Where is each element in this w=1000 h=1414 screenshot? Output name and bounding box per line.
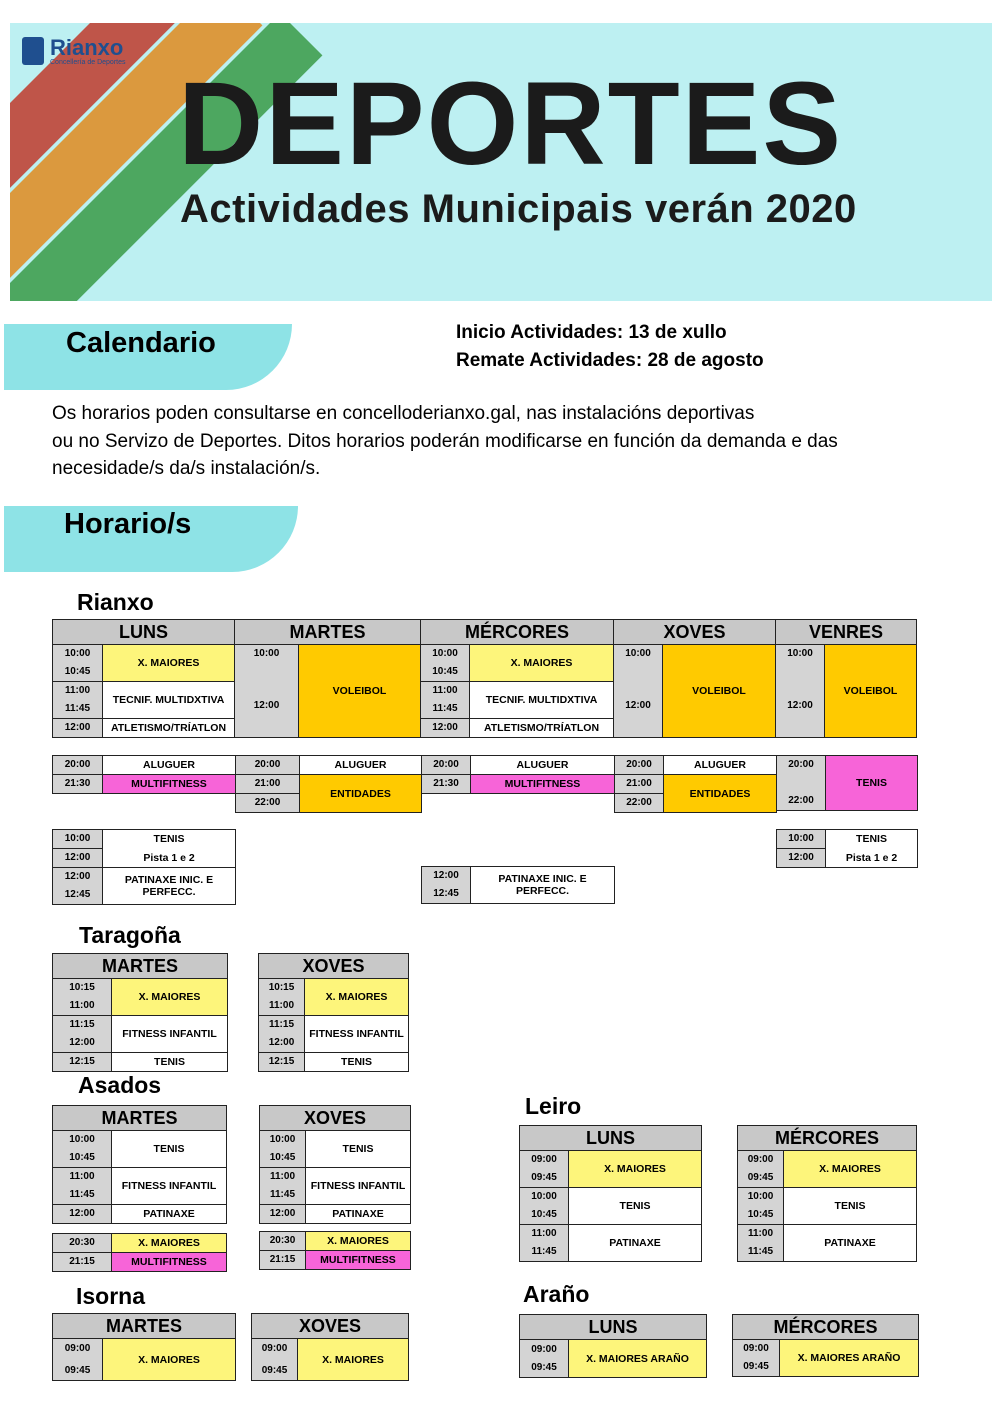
time-cell: 12:00 <box>53 849 103 868</box>
rianxo-mercores-extra <box>421 866 615 904</box>
time-cell: 10:00 10:45 <box>53 645 103 682</box>
time-cell: 21:15 <box>260 1251 306 1270</box>
time-cell: 12:00 <box>260 1205 306 1224</box>
time-cell: 11:15 12:00 <box>53 1016 112 1053</box>
time-cell: 10:15 11:00 <box>53 979 112 1016</box>
activity-cell: ALUGUER <box>471 756 615 775</box>
activity-cell: PATINAXE <box>569 1225 702 1262</box>
activity-cell: ATLETISMO/TRÍATLON <box>103 719 235 738</box>
place-arano: Araño <box>523 1281 590 1307</box>
activity-cell: TECNIF. MULTIDXTIVA <box>103 682 235 719</box>
activity-cell: FITNESS INFANTIL <box>112 1168 227 1205</box>
activity-cell: ALUGUER <box>664 756 777 775</box>
activity-cell: TECNIF. MULTIDXTIVA <box>470 682 614 719</box>
activity-cell: TENIS <box>306 1131 411 1168</box>
activity-cell: X. MAIORES <box>569 1151 702 1188</box>
time-cell: 21:15 <box>53 1253 112 1272</box>
activity-cell: ATLETISMO/TRÍATLON <box>470 719 614 738</box>
time-cell: 22:00 <box>236 794 300 813</box>
activity-cell: TENIS <box>112 1131 227 1168</box>
time-cell: 22:00 <box>615 794 664 813</box>
activity-cell: TENIS <box>103 830 236 849</box>
time-cell: 11:00 11:45 <box>53 1168 112 1205</box>
day-header: XOVES <box>252 1314 409 1339</box>
asados-xoves-evening <box>259 1231 411 1270</box>
activity-cell: PATINAXE INIC. E PERFECC. <box>471 867 615 904</box>
activity-cell: X. MAIORES <box>470 645 614 682</box>
time-cell: 21:00 <box>236 775 300 794</box>
activity-cell: X. MAIORES <box>112 979 228 1016</box>
day-header: MÉRCORES <box>733 1315 919 1340</box>
activity-cell: X. MAIORES <box>784 1151 917 1188</box>
time-cell: 11:00 11:45 <box>260 1168 306 1205</box>
time-cell: 10:15 11:00 <box>259 979 305 1016</box>
activity-cell: X. MAIORES <box>112 1234 227 1253</box>
end-label: Remate Actividades: <box>456 350 643 371</box>
activity-cell: Pista 1 e 2 <box>826 849 918 868</box>
place-rianxo: Rianxo <box>77 589 154 615</box>
day-header: MÉRCORES <box>738 1126 917 1151</box>
calendar-heading: Calendario <box>66 327 216 359</box>
activity-cell: X. MAIORES <box>298 1339 409 1381</box>
time-cell: 20:00 <box>53 756 103 775</box>
day-header: MARTES <box>235 620 421 645</box>
day-header: VENRES <box>776 620 917 645</box>
taragona-xoves <box>258 953 409 1072</box>
isorna-martes <box>52 1313 236 1381</box>
activity-cell: X. MAIORES <box>306 1232 411 1251</box>
day-header: XOVES <box>259 954 409 979</box>
time-cell: 20:00 <box>422 756 471 775</box>
activity-cell: ENTIDADES <box>664 775 777 813</box>
activity-cell: FITNESS INFANTIL <box>306 1168 411 1205</box>
end-info <box>456 350 764 372</box>
time-cell: 10:00 10:45 <box>260 1131 306 1168</box>
time-cell: 10:00 <box>777 830 826 849</box>
activity-cell: TENIS <box>112 1053 228 1072</box>
time-cell: 10:00 10:45 <box>53 1131 112 1168</box>
time-cell: 10:00 10:45 <box>738 1188 784 1225</box>
place-taragona: Taragoña <box>79 922 181 948</box>
time-cell: 20:00 <box>615 756 664 775</box>
activity-cell: X. MAIORES ARAÑO <box>569 1340 707 1378</box>
time-cell: 10:00 12:00 <box>235 645 299 738</box>
day-header: MARTES <box>53 1106 227 1131</box>
activity-cell: TENIS <box>826 830 918 849</box>
rianxo-mercores-evening <box>421 755 615 794</box>
day-header: LUNS <box>520 1315 707 1340</box>
asados-martes <box>52 1105 227 1224</box>
time-cell: 21:00 <box>615 775 664 794</box>
time-cell: 11:15 12:00 <box>259 1016 305 1053</box>
time-cell: 20:30 <box>53 1234 112 1253</box>
activity-cell: TENIS <box>826 756 918 811</box>
start-label: Inicio Actividades: <box>456 322 624 343</box>
activity-cell: TENIS <box>569 1188 702 1225</box>
activity-cell: VOLEIBOL <box>299 645 421 738</box>
activity-cell: ENTIDADES <box>300 775 422 813</box>
activity-cell: MULTIFITNESS <box>103 775 236 794</box>
logo-name: Rianxo <box>50 35 124 60</box>
activity-cell: TENIS <box>305 1053 409 1072</box>
banner-subtitle: Actividades Municipais verán 2020 <box>180 187 857 231</box>
day-header: LUNS <box>53 620 235 645</box>
banner-title: DEPORTES <box>178 58 844 190</box>
time-cell: 20:00 <box>236 756 300 775</box>
logo-subtitle: Concellería de Deportes <box>50 59 126 66</box>
end-date: 28 de agosto <box>647 350 764 371</box>
day-header: LUNS <box>520 1126 702 1151</box>
horarios-heading: Horario/s <box>64 508 192 540</box>
start-info <box>456 322 727 344</box>
time-cell: 12:00 <box>421 719 470 738</box>
rianxo-morning-table <box>52 619 917 738</box>
time-cell: 11:00 11:45 <box>520 1225 569 1262</box>
place-isorna: Isorna <box>76 1283 146 1309</box>
asados-xoves <box>259 1105 411 1224</box>
activity-cell: VOLEIBOL <box>663 645 776 738</box>
activity-cell: ALUGUER <box>300 756 422 775</box>
time-cell: 12:00 12:45 <box>422 867 471 904</box>
time-cell: 09:00 09:45 <box>738 1151 784 1188</box>
time-cell: 11:00 11:45 <box>53 682 103 719</box>
time-cell: 10:00 10:45 <box>520 1188 569 1225</box>
day-header: MARTES <box>53 954 228 979</box>
banner <box>10 23 992 301</box>
activity-cell: MULTIFITNESS <box>306 1251 411 1270</box>
rianxo-xoves-evening <box>614 755 777 813</box>
leiro-mercores <box>737 1125 917 1262</box>
time-cell: 20:00 22:00 <box>777 756 826 811</box>
activity-cell: PATINAXE <box>784 1225 917 1262</box>
time-cell: 09:00 09:45 <box>520 1151 569 1188</box>
activity-cell: PATINAXE INIC. E PERFECC. <box>103 868 236 905</box>
time-cell: 20:30 <box>260 1232 306 1251</box>
activity-cell: Pista 1 e 2 <box>103 849 236 868</box>
time-cell: 09:00 09:45 <box>53 1339 103 1381</box>
activity-cell: TENIS <box>784 1188 917 1225</box>
time-cell: 12:00 <box>53 1205 112 1224</box>
activity-cell: FITNESS INFANTIL <box>305 1016 409 1053</box>
arano-luns <box>519 1314 707 1378</box>
activity-cell: FITNESS INFANTIL <box>112 1016 228 1053</box>
time-cell: 10:00 <box>53 830 103 849</box>
activity-cell: X. MAIORES <box>103 645 235 682</box>
time-cell: 10:00 12:00 <box>614 645 663 738</box>
activity-cell: ALUGUER <box>103 756 236 775</box>
rianxo-venres-extra <box>776 829 918 868</box>
activity-cell: MULTIFITNESS <box>112 1253 227 1272</box>
time-cell: 11:00 11:45 <box>421 682 470 719</box>
activity-cell: VOLEIBOL <box>825 645 917 738</box>
activity-cell: X. MAIORES <box>103 1339 236 1381</box>
time-cell: 09:00 09:45 <box>252 1339 298 1381</box>
time-cell: 12:15 <box>53 1053 112 1072</box>
rianxo-logo-icon <box>22 37 44 65</box>
time-cell: 12:15 <box>259 1053 305 1072</box>
place-asados: Asados <box>78 1072 162 1098</box>
time-cell: 09:00 09:45 <box>520 1340 569 1378</box>
start-date: 13 de xullo <box>628 322 727 343</box>
isorna-xoves <box>251 1313 409 1381</box>
time-cell: 12:00 <box>777 849 826 868</box>
intro-line: necesidade/s da/s instalación/s. <box>52 458 321 479</box>
intro-line: ou no Servizo de Deportes. Ditos horarios poderán modificarse en función da demanda e das <box>52 430 838 452</box>
time-cell: 21:30 <box>422 775 471 794</box>
place-leiro: Leiro <box>525 1093 582 1119</box>
taragona-martes <box>52 953 228 1072</box>
time-cell: 09:00 09:45 <box>733 1340 780 1377</box>
intro-text <box>52 400 952 483</box>
time-cell: 21:30 <box>53 775 103 794</box>
time-cell: 12:00 12:45 <box>53 868 103 905</box>
day-header: XOVES <box>614 620 776 645</box>
time-cell: 10:00 12:00 <box>776 645 825 738</box>
arano-mercores <box>732 1314 919 1377</box>
day-header: MARTES <box>53 1314 236 1339</box>
activity-cell: PATINAXE <box>306 1205 411 1224</box>
day-header: XOVES <box>260 1106 411 1131</box>
rianxo-luns-evening <box>52 755 236 794</box>
activity-cell: X. MAIORES ARAÑO <box>780 1340 919 1377</box>
activity-cell: PATINAXE <box>112 1205 227 1224</box>
leiro-luns <box>519 1125 702 1262</box>
intro-line: Os horarios poden consultarse en concelloderianxo.gal, nas instalacións deportivas <box>52 403 755 424</box>
activity-cell: MULTIFITNESS <box>471 775 615 794</box>
activity-cell: X. MAIORES <box>305 979 409 1016</box>
rianxo-martes-evening <box>235 755 422 813</box>
time-cell: 12:00 <box>53 719 103 738</box>
time-cell: 11:00 11:45 <box>738 1225 784 1262</box>
asados-martes-evening <box>52 1233 227 1272</box>
day-header: MÉRCORES <box>421 620 614 645</box>
rianxo-venres-evening <box>776 755 918 811</box>
rianxo-luns-extra <box>52 829 236 905</box>
time-cell: 10:00 10:45 <box>421 645 470 682</box>
